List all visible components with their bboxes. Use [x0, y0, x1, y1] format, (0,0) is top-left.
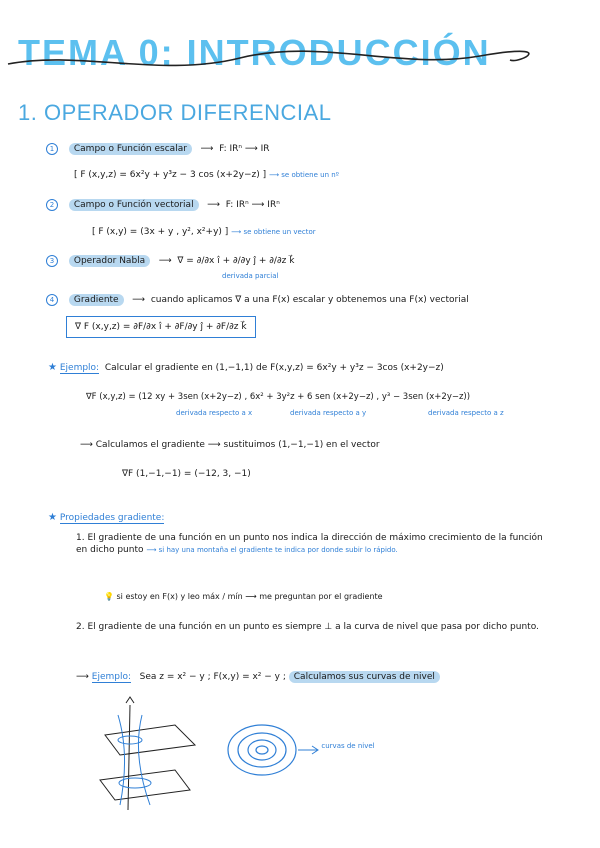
example-text: Calcular el gradiente en (1,−1,1) de F(x,y,z) = 6x²y + y³z − 3cos (x+2y−z) — [104, 363, 444, 373]
calc-text: Calculamos el gradiente ⟶ sustituimos (1,−1,−1) en el vector — [95, 440, 380, 450]
gradient-formula-box — [66, 316, 256, 338]
gradient-formula: ∇ F (x,y,z) = ∂F/∂x î + ∂F/∂y ĵ + ∂F/∂z k⃗ — [75, 322, 247, 332]
example1-line — [48, 362, 444, 373]
example-label: Ejemplo: — [59, 363, 100, 373]
item-escalar-formula: [ F (x,y,z) = 6x²y + y³z − 3 cos (x+2y−z) ] ⟶ se obtiene un nº — [74, 170, 339, 180]
props-heading — [48, 512, 164, 523]
item-map: F: IRⁿ ⟶ IR — [219, 144, 270, 154]
lightbulb-icon: 💡 — [104, 592, 114, 601]
tip-line — [104, 592, 383, 601]
curves-label: curvas de nivel — [321, 742, 375, 750]
item-number: 1 — [46, 143, 58, 155]
item-number: 2 — [46, 199, 58, 211]
item-desc: cuando aplicamos ∇ a una F(x) escalar y obtenemos una F(x) vectorial — [150, 295, 469, 305]
item-label: Campo o Función escalar — [69, 143, 192, 155]
deriv-z-note: derivada respecto a z — [428, 409, 504, 417]
surface-sketch — [90, 695, 200, 815]
tip-text: si estoy en F(x) y leo máx / mín ⟶ me preguntan por el gradiente — [116, 592, 383, 601]
example1-gradient: ∇F (x,y,z) = (12 xy + 3sen (x+2y−z) , 6x² + 3y²z + 6 sen (x+2y−z) , y³ − 3sen (x+2y−z)) — [86, 392, 471, 402]
item-gradiente: 4 Gradiente ⟶ cuando aplicamos ∇ a una F(x) escalar y obtenemos una F(x) vectorial — [46, 294, 469, 306]
item-label: Campo o Función vectorial — [69, 199, 199, 211]
item-nabla: 3 Operador Nabla ⟶ ∇ = ∂/∂x î + ∂/∂y ĵ + ∂/∂z k⃗ — [46, 255, 294, 267]
prop-1-text: 1. El gradiente de una función en un punto nos indica la dirección de máximo crecimiento de la función en dicho punto — [76, 533, 543, 555]
deriv-x-note: derivada respecto a x — [176, 409, 253, 417]
item-label: Gradiente — [69, 294, 124, 306]
item-number: 4 — [46, 294, 58, 306]
item-label: Operador Nabla — [69, 255, 150, 267]
star-icon: ★ — [48, 362, 57, 373]
page-title — [18, 32, 491, 74]
formula-text: [ F (x,y,z) = 6x²y + y³z − 3 cos (x+2y−z) ] — [74, 170, 267, 180]
formula-note: se obtiene un nº — [281, 171, 339, 179]
item-escalar: 1 Campo o Función escalar ⟶ F: IRⁿ ⟶ IR — [46, 143, 270, 155]
nabla-note: derivada parcial — [222, 272, 279, 280]
formula-text: [ F (x,y) = (3x + y , y², x²+y) ] — [92, 227, 229, 237]
level-curves-sketch — [222, 718, 322, 788]
props-heading-text: Propiedades gradiente: — [59, 513, 165, 523]
prop-1-note: si hay una montaña el gradiente te indica por donde subir lo rápido. — [158, 546, 398, 554]
example1-calc: ⟶ Calculamos el gradiente ⟶ sustituimos (1,−1,−1) en el vector — [80, 440, 380, 450]
star-icon: ★ — [48, 512, 57, 523]
prop-2: 2. El gradiente de una función en un punto es siempre ⊥ a la curva de nivel que pasa por dicho punto. — [76, 622, 539, 632]
prop-1: 1. El gradiente de una función en un punto nos indica la dirección de máximo crecimiento de la función en dicho punto ⟶ si hay una montaña el gradiente te indica por donde subir lo rápido. — [76, 533, 543, 555]
example2-label: Ejemplo: — [91, 672, 132, 682]
item-vectorial-formula: [ F (x,y) = (3x + y , y², x²+y) ] ⟶ se obtiene un vector — [92, 227, 316, 237]
item-vectorial: 2 Campo o Función vectorial ⟶ F: IRⁿ ⟶ IRⁿ — [46, 199, 280, 211]
item-number: 3 — [46, 255, 58, 267]
title-text: TEMA 0: INTRODUCCIÓN — [18, 32, 491, 73]
deriv-y-note: derivada respecto a y — [290, 409, 367, 417]
example2-line: ⟶ Ejemplo: Sea z = x² − y ; F(x,y) = x² − y ; Calculamos sus curvas de nivel — [76, 672, 440, 682]
item-map: F: IRⁿ ⟶ IRⁿ — [225, 200, 280, 210]
nabla-formula: ∇ = ∂/∂x î + ∂/∂y ĵ + ∂/∂z k⃗ — [177, 256, 295, 266]
formula-note: se obtiene un vector — [243, 228, 316, 236]
example2-highlight: Calculamos sus curvas de nivel — [289, 671, 440, 683]
example1-result: ∇F (1,−1,−1) = (−12, 3, −1) — [122, 469, 251, 479]
example2-text: Sea z = x² − y ; F(x,y) = x² − y ; — [139, 672, 286, 682]
section-heading: 1. OPERADOR DIFERENCIAL — [18, 100, 332, 125]
